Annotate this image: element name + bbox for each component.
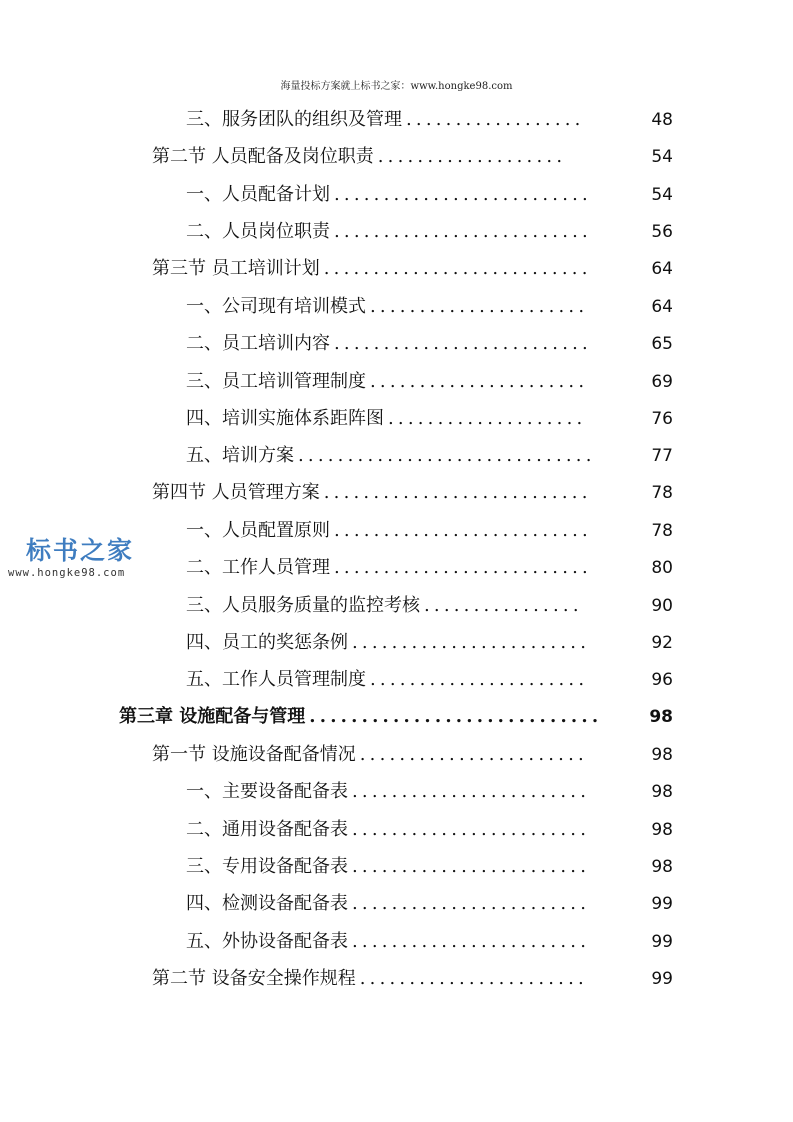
toc-page-number: 98 [651,820,673,840]
toc-page-number: 99 [651,894,673,914]
toc-page-number: 98 [651,857,673,877]
toc-page-number: 80 [651,558,673,578]
toc-entry[interactable] [186,217,673,247]
toc-page-number: 98 [649,707,673,727]
toc-leader-dots: ................... [377,146,567,167]
toc-entry[interactable] [186,105,673,135]
toc-leader-dots: .......................... [334,333,592,354]
toc-entry[interactable] [186,329,673,359]
toc-page-number: 96 [651,670,673,690]
toc-leader-dots: ........................ [352,893,591,914]
toc-page-number: 78 [651,521,673,541]
toc-page-number: 98 [651,782,673,802]
toc-entry-label: 第四节 人员管理方案 [152,482,320,503]
toc-entry[interactable] [186,628,673,658]
toc-entry-label: 一、人员配备计划 [186,184,330,205]
toc-page-number: 99 [651,932,673,952]
toc-leader-dots: ........................ [352,856,591,877]
toc-entry[interactable] [152,142,673,172]
watermark-logo [8,536,158,580]
toc-page-number: 92 [651,633,673,653]
toc-chapter-entry[interactable] [119,702,673,732]
toc-leader-dots: ................ [424,595,583,616]
toc-entry-label: 五、工作人员管理制度 [186,669,366,690]
toc-leader-dots: .......................... [334,520,592,541]
toc-page-number: 77 [651,446,673,466]
toc-entry[interactable] [152,254,673,284]
toc-entry-label: 四、员工的奖惩条例 [186,632,348,653]
toc-entry-label: 第三节 员工培训计划 [152,258,320,279]
toc-page-number: 78 [651,483,673,503]
watermark-title: 标书之家 [26,536,135,565]
toc-entry[interactable] [186,665,673,695]
toc-leader-dots: .......................... [334,221,592,242]
toc-page-number: 76 [651,409,673,429]
toc-page-number: 56 [651,222,673,242]
toc-entry-label: 第一节 设施设备配备情况 [152,744,356,765]
toc-entry[interactable] [186,553,673,583]
toc-entry-label: 一、公司现有培训模式 [186,296,366,317]
toc-entry-label: 二、人员岗位职责 [186,221,330,242]
toc-entry-label: 四、培训实施体系距阵图 [186,408,384,429]
toc-entry[interactable] [186,404,673,434]
toc-entry-label: 第二节 人员配备及岗位职责 [152,146,374,167]
toc-page-number: 90 [651,596,673,616]
toc-leader-dots: ...................... [370,371,589,392]
toc-leader-dots: .............................. [298,445,596,466]
toc-leader-dots: .................. [406,109,585,130]
toc-leader-dots: ........................... [323,258,592,279]
toc-entry[interactable] [186,591,673,621]
toc-leader-dots: ........................ [352,931,591,952]
toc-entry-label: 第三章 设施配备与管理 [119,706,306,727]
toc-leader-dots: ........................... [323,482,592,503]
toc-entry[interactable] [186,927,673,957]
toc-leader-dots: ....................... [359,744,588,765]
toc-entry[interactable] [186,292,673,322]
toc-entry-label: 四、检测设备配备表 [186,893,348,914]
toc-leader-dots: ........................ [352,819,591,840]
toc-entry[interactable] [186,889,673,919]
toc-entry-label: 一、主要设备配备表 [186,781,348,802]
toc-page-number: 64 [651,259,673,279]
toc-entry-label: 五、培训方案 [186,445,294,466]
toc-entry-label: 二、工作人员管理 [186,557,330,578]
toc-page-number: 99 [651,969,673,989]
toc-leader-dots: ........................ [352,781,591,802]
toc-entry-label: 五、外协设备配备表 [186,931,348,952]
toc-entry-label: 三、员工培训管理制度 [186,371,366,392]
toc-entry-label: 第二节 设备安全操作规程 [152,968,356,989]
toc-page-number: 54 [651,147,673,167]
toc-page-number: 65 [651,334,673,354]
toc-page-number: 69 [651,372,673,392]
toc-page-number: 64 [651,297,673,317]
toc-leader-dots: .......................... [334,184,592,205]
toc-entry[interactable] [152,964,673,994]
toc-entry-label: 三、服务团队的组织及管理 [186,109,402,130]
toc-entry[interactable] [186,815,673,845]
page-header: 海量投标方案就上标书之家：www.hongke98.com [280,81,513,92]
toc-leader-dots: ...................... [370,296,589,317]
toc-leader-dots: ........................ [352,632,591,653]
toc-leader-dots: ...................... [370,669,589,690]
toc-page-number: 98 [651,745,673,765]
toc-entry[interactable] [152,478,673,508]
watermark-url: www.hongke98.com [8,567,126,579]
toc-entry-label: 三、专用设备配备表 [186,856,348,877]
toc-leader-dots: ....................... [359,968,588,989]
toc-entry[interactable] [186,852,673,882]
toc-entry[interactable] [186,441,673,471]
toc-leader-dots: .................... [388,408,587,429]
toc-leader-dots: ............................ [309,706,603,727]
toc-entry[interactable] [186,180,673,210]
toc-entry[interactable] [152,740,673,770]
toc-page-number: 48 [651,110,673,130]
toc-entry-label: 二、通用设备配备表 [186,819,348,840]
toc-entry[interactable] [186,777,673,807]
toc-entry[interactable] [186,516,673,546]
toc-leader-dots: .......................... [334,557,592,578]
toc-entry-label: 三、人员服务质量的监控考核 [186,595,420,616]
toc-entry[interactable] [186,367,673,397]
toc-entry-label: 一、人员配置原则 [186,520,330,541]
toc-page-number: 54 [651,185,673,205]
toc-entry-label: 二、员工培训内容 [186,333,330,354]
